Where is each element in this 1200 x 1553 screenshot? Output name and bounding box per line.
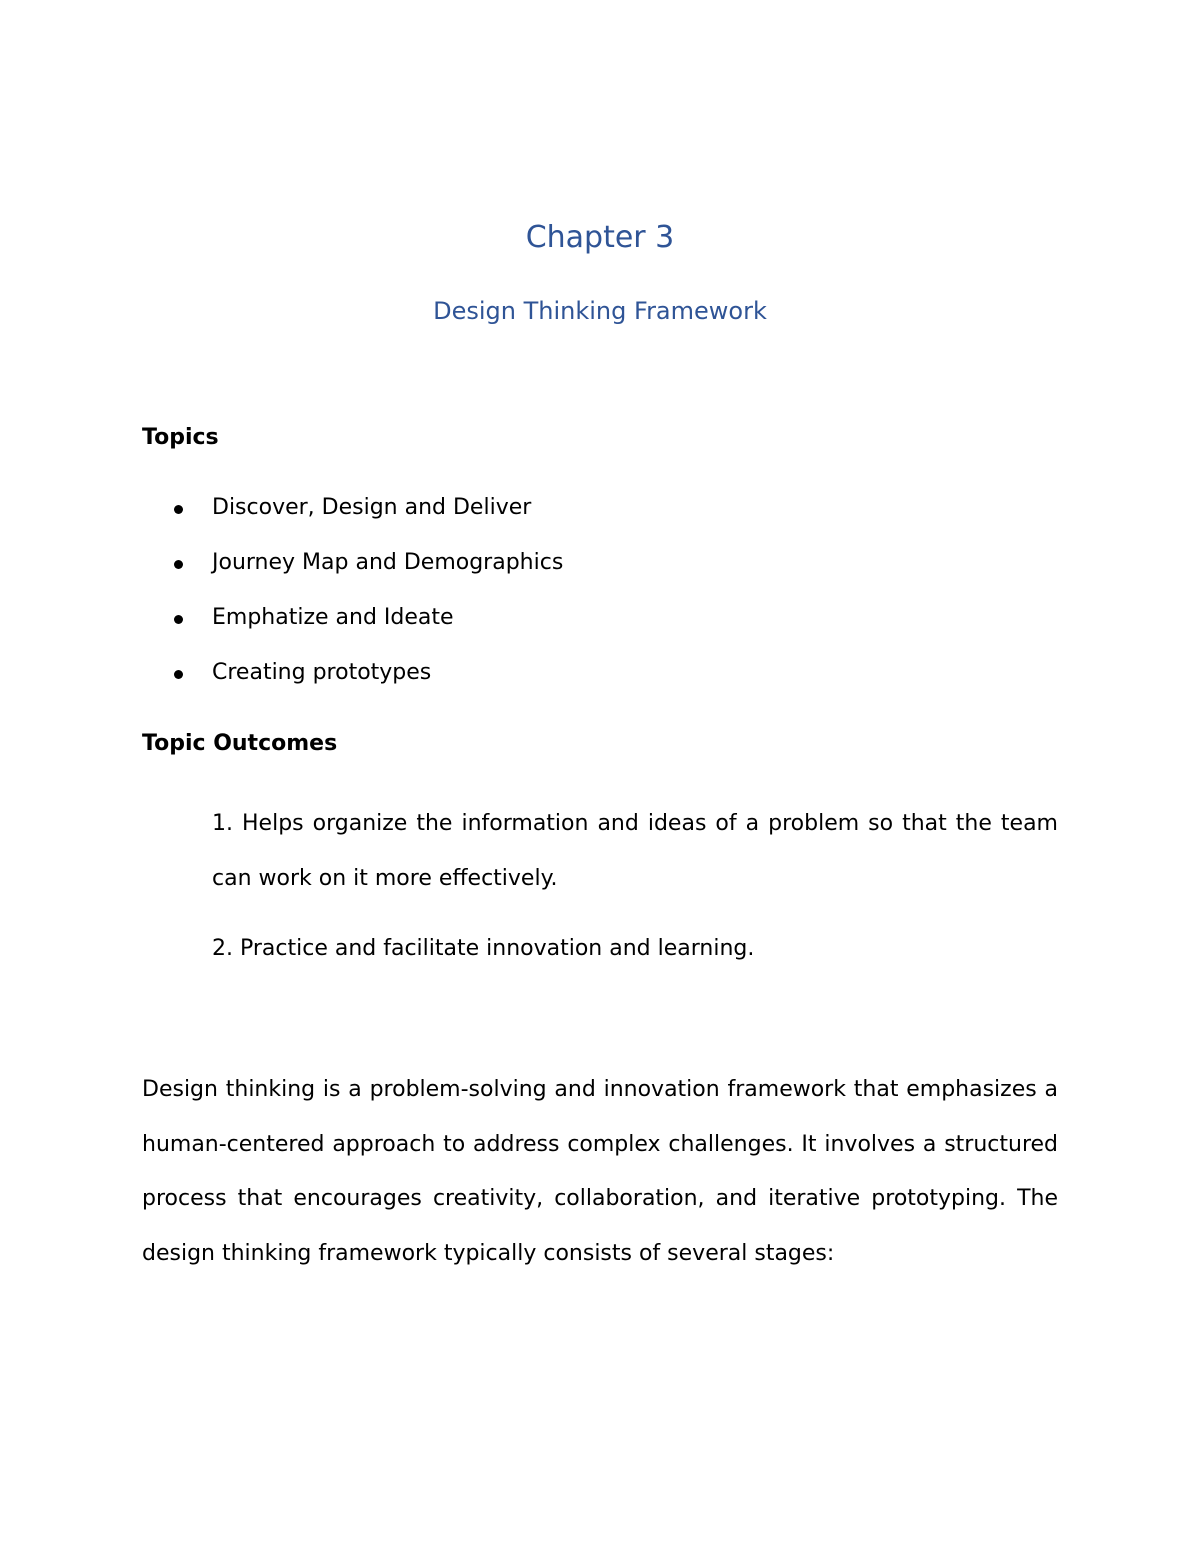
topics-heading: Topics	[142, 425, 219, 450]
outcomes-heading: Topic Outcomes	[142, 731, 338, 756]
list-item	[142, 547, 1042, 602]
outcome-item: 1. Helps organize the information and ideas of a problem so that the team can work on it more effectively.	[212, 811, 1058, 891]
topic-text: Discover, Design and Deliver	[212, 495, 532, 520]
topics-list	[142, 492, 1042, 712]
bullet-icon	[174, 670, 183, 679]
topic-text: Emphatize and Ideate	[212, 605, 454, 630]
list-item	[142, 602, 1042, 657]
body-paragraph: Design thinking is a problem-solving and innovation framework that emphasizes a human-centered approach to address complex challenges. It involves a structured process that encourages creativity, collaboration, and iterative prototyping. The design thinking framework typically consists of several stages:	[142, 1077, 1058, 1266]
bullet-icon	[174, 615, 183, 624]
list-item	[142, 657, 1042, 712]
chapter-title: Chapter 3	[525, 220, 675, 255]
outcomes-list	[212, 796, 1058, 991]
bullet-icon	[174, 560, 183, 569]
topic-text: Creating prototypes	[212, 660, 432, 685]
bullet-icon	[174, 505, 183, 514]
outcome-item: 2. Practice and facilitate innovation and learning.	[212, 936, 755, 961]
topic-text: Journey Map and Demographics	[212, 550, 564, 575]
chapter-subtitle: Design Thinking Framework	[433, 297, 767, 325]
list-item	[142, 492, 1042, 547]
